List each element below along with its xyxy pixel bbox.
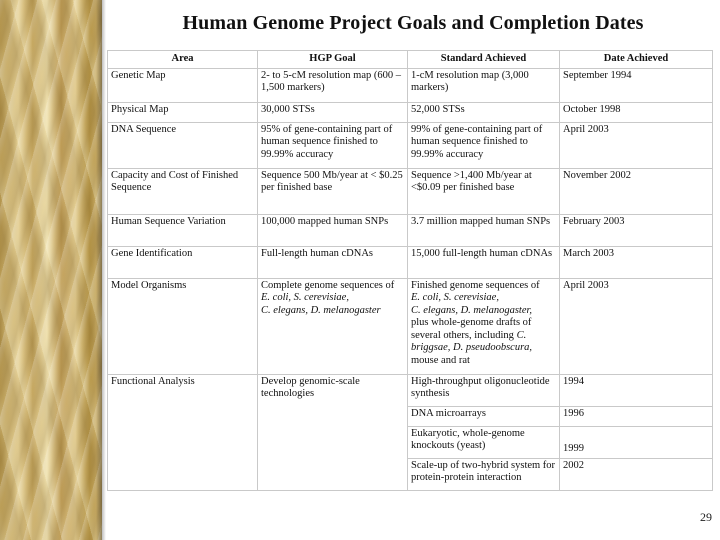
cell-date: April 2003 [560, 278, 713, 374]
table-row [108, 68, 713, 102]
achieved-species: E. coli, S. cerevisiae, [411, 292, 499, 303]
table-row [108, 102, 713, 122]
achieved-text: Finished genome sequences of [411, 279, 540, 291]
cell-date: 1996 [560, 406, 713, 426]
cell-achieved: 1-cM resolution map (3,000 markers) [408, 68, 560, 102]
cell-date: 2002 [560, 458, 713, 490]
table-row [108, 214, 713, 246]
cell-goal: 2- to 5-cM resolution map (600 – 1,500 markers) [258, 68, 408, 102]
cell-achieved: High-throughput oligonucleotide synthesis [408, 374, 560, 406]
cell-area: Capacity and Cost of Finished Sequence [108, 168, 258, 214]
cell-date: 1999 [560, 426, 713, 458]
goals-table [107, 50, 713, 491]
goal-text: Complete genome sequences of [261, 279, 395, 291]
page-number: 29 [700, 510, 712, 524]
cell-goal: Full-length human cDNAs [258, 246, 408, 278]
cell-date: March 2003 [560, 246, 713, 278]
sidebar-shadow [102, 0, 106, 540]
cell-area: Functional Analysis [108, 374, 258, 490]
cell-achieved: DNA microarrays [408, 406, 560, 426]
cell-area: DNA Sequence [108, 122, 258, 168]
cell-area: Human Sequence Variation [108, 214, 258, 246]
cell-area: Gene Identification [108, 246, 258, 278]
cell-area: Model Organisms [108, 278, 258, 374]
cell-achieved: 3.7 million mapped human SNPs [408, 214, 560, 246]
cell-date: 1994 [560, 374, 713, 406]
achieved-text: mouse and rat [411, 354, 470, 366]
table-header-row [108, 51, 713, 69]
cell-date: February 2003 [560, 214, 713, 246]
table-row [108, 278, 713, 374]
cell-achieved: 99% of gene-containing part of human sequence finished to 99.99% accuracy [408, 122, 560, 168]
cell-date: November 2002 [560, 168, 713, 214]
cell-date: September 1994 [560, 68, 713, 102]
marble-sidebar-decoration [0, 0, 102, 540]
cell-goal: 100,000 mapped human SNPs [258, 214, 408, 246]
achieved-species: C. elegans, D. melanogaster, [411, 304, 533, 316]
table-row [108, 246, 713, 278]
header-hgp-goal: HGP Goal [258, 51, 408, 69]
cell-achieved: Scale-up of two-hybrid system for protein-protein interaction [408, 458, 560, 490]
goal-species: E. coli, S. cerevisiae, [261, 292, 349, 303]
cell-achieved: Sequence >1,400 Mb/year at <$0.09 per finished base [408, 168, 560, 214]
header-area: Area [108, 51, 258, 69]
achieved-species: C. briggsae, D. pseudoobscura, [411, 329, 533, 353]
cell-goal: Develop genomic-scale technologies [258, 374, 408, 490]
cell-goal: 95% of gene-containing part of human sequence finished to 99.99% accuracy [258, 122, 408, 168]
goal-species: C. elegans, D. melanogaster [261, 304, 381, 316]
cell-achieved: 15,000 full-length human cDNAs [408, 246, 560, 278]
header-standard-achieved: Standard Achieved [408, 51, 560, 69]
cell-goal: 30,000 STSs [258, 102, 408, 122]
cell-date: April 2003 [560, 122, 713, 168]
cell-goal: Sequence 500 Mb/year at < $0.25 per finished base [258, 168, 408, 214]
header-date-achieved: Date Achieved [560, 51, 713, 69]
cell-goal [258, 278, 408, 374]
table-row [108, 122, 713, 168]
cell-area: Physical Map [108, 102, 258, 122]
cell-achieved: 52,000 STSs [408, 102, 560, 122]
cell-area: Genetic Map [108, 68, 258, 102]
achieved-text: plus whole-genome drafts of several others, including [411, 317, 532, 341]
slide-title: Human Genome Project Goals and Completion Dates [182, 12, 644, 34]
cell-achieved: Eukaryotic, whole-genome knockouts (yeast) [408, 426, 560, 458]
cell-date: October 1998 [560, 102, 713, 122]
cell-achieved [408, 278, 560, 374]
table-row [108, 374, 713, 406]
table-row [108, 168, 713, 214]
